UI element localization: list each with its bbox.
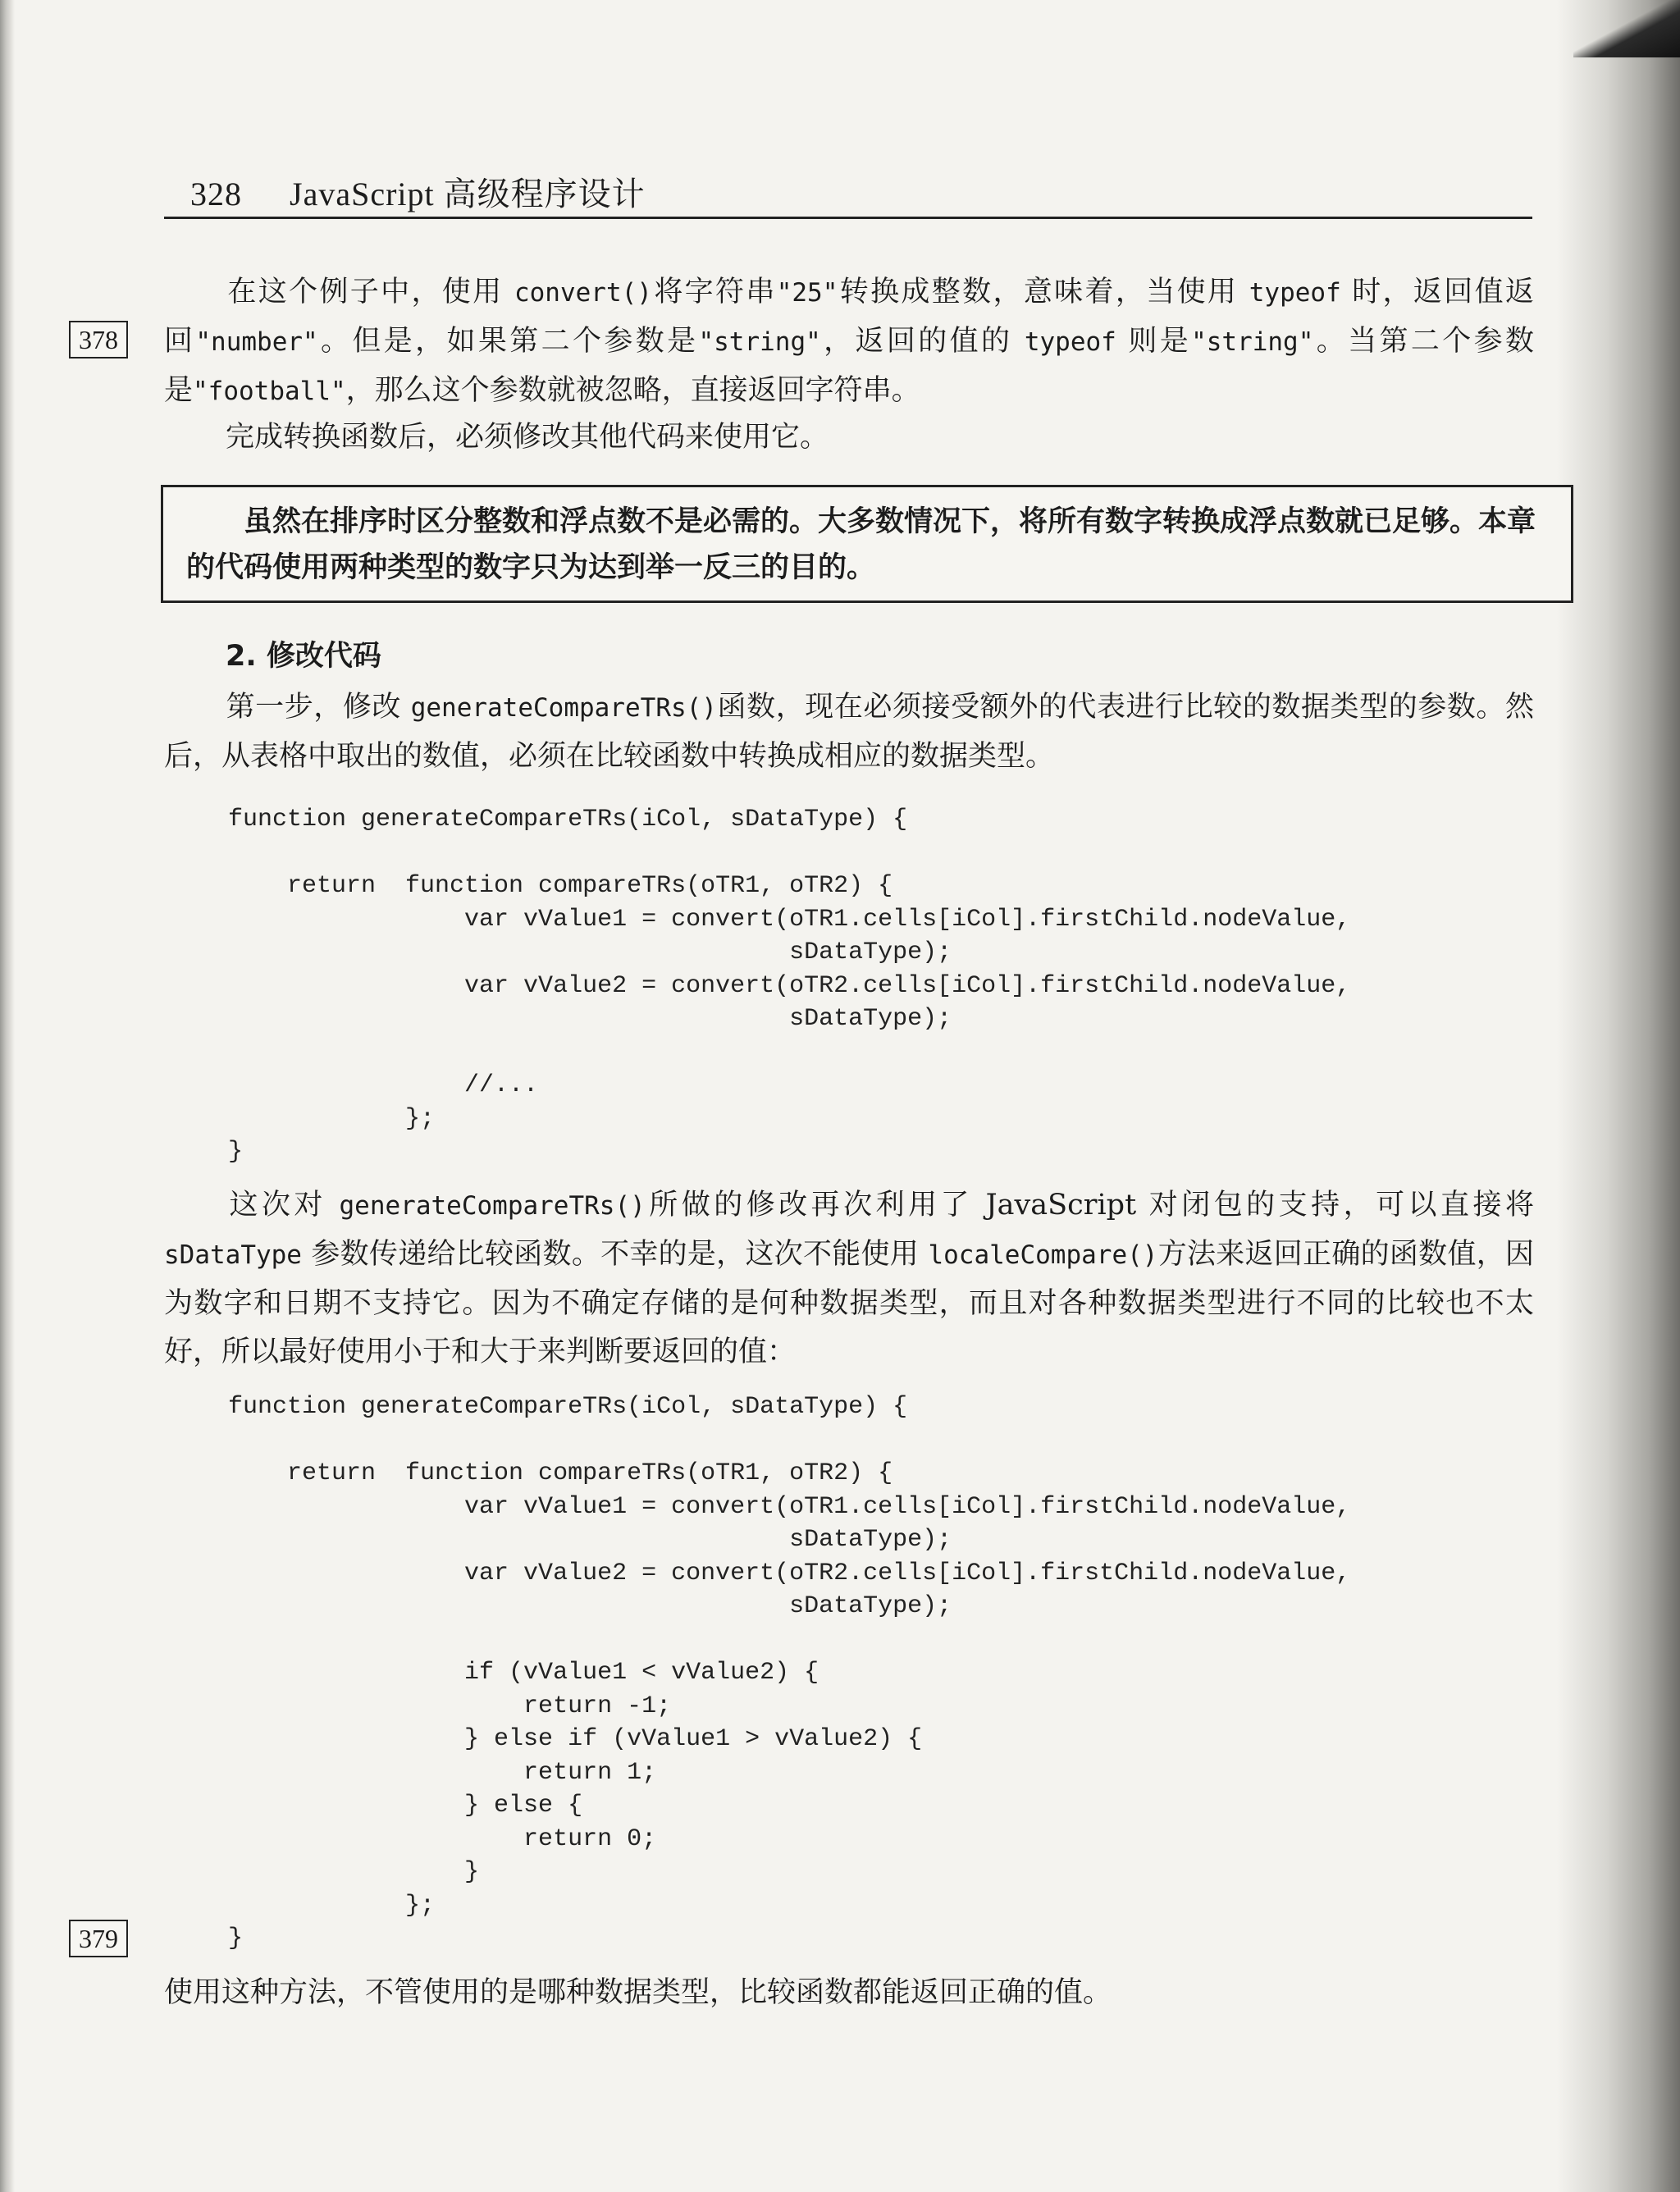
inline-code: convert() — [514, 278, 652, 308]
note-text: 虽然在排序时区分整数和浮点数不是必需的。大多数情况下，将所有数字转换成浮点数就已足够。本章的代码使用两种类型的数字只为达到举一反三的目的。 — [186, 505, 1536, 584]
paragraph-conclusion: 使用这种方法，不管使用的是哪种数据类型，比较函数都能返回正确的值。 — [164, 1976, 1112, 2009]
page-left-edge-shadow — [0, 0, 15, 2192]
inline-code: sDataType — [164, 1240, 302, 1270]
paragraph-finish-convert: 完成转换函数后，必须修改其他代码来使用它。 — [226, 421, 829, 454]
inline-code: typeof — [1024, 327, 1116, 357]
paragraph-step-one: 第一步，修改 generateCompareTRs()函数，现在必须接受额外的代表进行比较的数据类型的参数。然后，从表格中取出的数值，必须在比较函数中转换成相应的数据类型。 — [164, 691, 1534, 773]
book-title: JavaScript 高级程序设计 — [290, 176, 646, 212]
paragraph-closure: 这次对 generateCompareTRs()所做的修改再次利用了 JavaScript 对闭包的支持，可以直接将 sDataType 参数传递给比较函数。不幸的是，这次不能使用 localeCompare()方法来返回正确的函数值，因为数字和日期不支持它。因为不确定存储的是何种数据类型，而且对各种数据类型进行不同的比较也不太好，所以最好使用小于和大于来判断要返回的值： — [164, 1189, 1534, 1368]
inline-code: generateCompareTRs() — [339, 1191, 646, 1221]
inline-code: "number" — [195, 327, 318, 357]
inline-code: "football" — [193, 377, 346, 406]
code-listing-2: function generateCompareTRs(iCol, sDataType) { return function compareTRs(oTR1, oTR2) { var vValue1 = convert(oTR1.cells[iCol].firstChild.nodeValue, sDataType); var vValue2 = convert(oTR2.cells[iCol].firstChild.nodeValue, sDataType); if (vValue1 < vValue2) { return -1; } else if (vValue1 > vValue2) { return 1; } else { return 0; } }; } — [228, 1393, 1351, 1952]
page-corner-shadow — [1573, 0, 1680, 57]
code-listing-1: function generateCompareTRs(iCol, sDataType) { return function compareTRs(oTR1, oTR2) { var vValue1 = convert(oTR1.cells[iCol].firstChild.nodeValue, sDataType); var vValue2 = convert(oTR2.cells[iCol].firstChild.nodeValue, sDataType); //... }; } — [228, 806, 1351, 1166]
running-header — [190, 168, 646, 215]
section-title: 2. 修改代码 — [226, 640, 381, 673]
page-number: 328 — [190, 176, 242, 212]
inline-code: "25" — [776, 278, 838, 308]
inline-code: "string" — [698, 327, 821, 357]
margin-page-ref-378: 378 — [69, 321, 128, 358]
margin-page-ref-379: 379 — [69, 1920, 128, 1957]
page-right-curl-shadow — [1557, 0, 1680, 2192]
paragraph-convert-example: 在这个例子中，使用 convert()将字符串"25"转换成整数，意味着，当使用 typeof 时，返回值返回"number"。但是，如果第二个参数是"string"，返回的值的 typeof 则是"string"。当第二个参数是"football"，那么这个参数就被忽略，直接返回字符串。 — [164, 276, 1534, 407]
note-box — [161, 485, 1573, 603]
inline-code: localeCompare() — [928, 1240, 1158, 1270]
inline-code: "string" — [1191, 327, 1314, 357]
inline-code: generateCompareTRs() — [410, 693, 717, 723]
inline-code: typeof — [1249, 278, 1341, 308]
header-rule — [164, 217, 1532, 219]
